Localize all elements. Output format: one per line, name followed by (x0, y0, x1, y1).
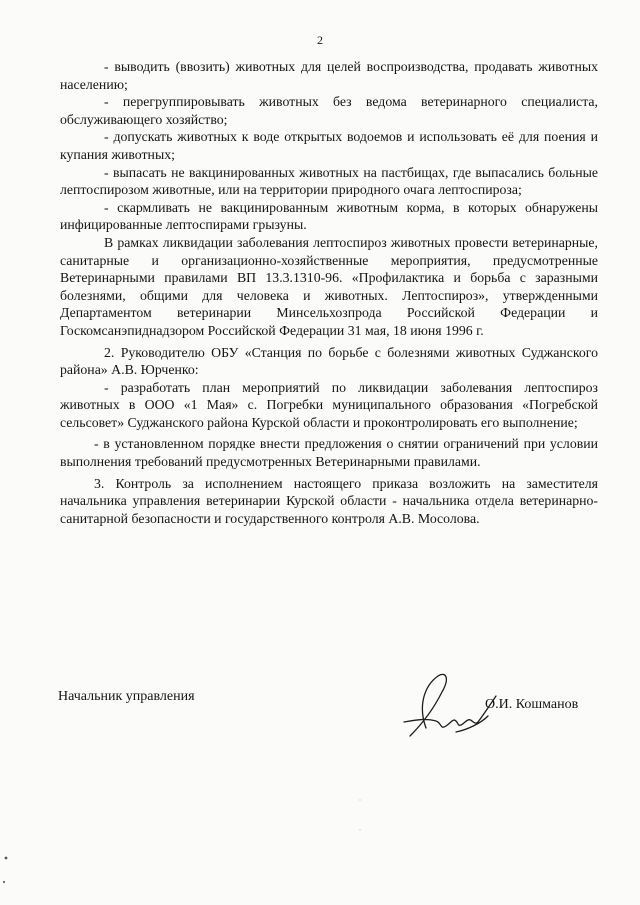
restriction-item-feeding: - скармливать не вакцинированным животным корма, в которых обнаружены инфицированные лептоспирами грызуны. (60, 199, 598, 233)
task-item-plan: - разработать план мероприятий по ликвидации заболевания лептоспироз животных в ООО «1 Мая» с. Погребки муниципального образования «Погребской сельсовет» Суджанского района Курской области и проконтролировать его выполнение; (60, 379, 598, 430)
order-item-2: 2. Руководителю ОБУ «Станция по борьбе с болезнями животных Суджанского района» А.В. Юрченко: (60, 344, 598, 378)
signature-name: О.И. Кошманов (485, 697, 579, 712)
measures-paragraph: В рамках ликвидации заболевания лептоспироз животных провести ветеринарные, санитарные и организационно-хозяйственные мероприятия, предусмотренные Ветеринарными правилами ВП 13.3.1310-96. «Профилактика и борьба с заразными болезнями, общими для человека и животных. Лептоспироз», утвержденными Департаментом ветеринарии Минсельхозпрода Российской Федерации и Госкомсанэпиднадзором Российской Федерации 31 мая, 18 июня 1996 г. (60, 234, 598, 338)
page-number: 2 (317, 33, 323, 47)
signature-title: Начальник управления (58, 689, 195, 704)
restriction-item-grazing: - выпасать не вакцинированных животных на пастбищах, где выпасались больные лептоспирозом животные, или на территории природного очага лептоспироза; (60, 164, 598, 198)
restriction-item-regrouping: - перегруппировывать животных без ведома ветеринарного специалиста, обслуживающего хозяйство; (60, 94, 598, 127)
task-item-proposals: - в установленном порядке внести предложения о снятии ограничений при условии выполнения требований предусмотренных Ветеринарными правилами. (60, 436, 598, 470)
restriction-item-open-water: - допускать животных к воде открытых водоемов и использовать её для поения и купания животных; (60, 129, 598, 162)
document-body (60, 58, 598, 527)
restriction-item-breeding-sale: - выводить (ввозить) животных для целей воспроизводства, продавать животных населению; (60, 59, 598, 92)
order-item-3: 3. Контроль за исполнением настоящего приказа возложить на заместителя начальника управления ветеринарии Курской области - начальника отдела ветеринарно-санитарной безопасности и государственного контроля А.В. Мосолова. (60, 475, 598, 526)
